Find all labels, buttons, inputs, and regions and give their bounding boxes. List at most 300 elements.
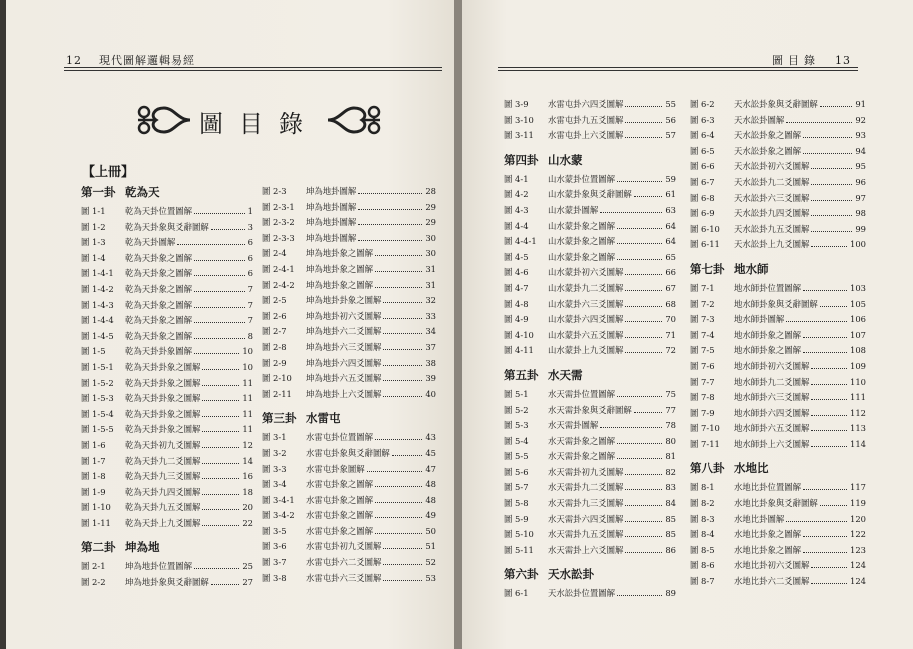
leader-dots (811, 446, 847, 447)
figure-title: 坤為地卦圖解 (306, 201, 357, 212)
page-ref: 40 (425, 388, 436, 399)
toc-entry[interactable] (262, 539, 436, 555)
toc-entry[interactable] (504, 234, 676, 250)
figure-title: 山水蒙卦九二爻圖解 (548, 282, 624, 293)
leader-dots (625, 306, 662, 307)
figure-title: 地水師卦上六爻圖解 (734, 438, 810, 449)
toc-entry[interactable] (81, 391, 253, 407)
page-ref: 119 (850, 498, 866, 509)
section-number: 第三卦 (262, 411, 297, 426)
toc-entry[interactable] (262, 246, 436, 262)
figure-title: 水地比卦位置圖解 (734, 482, 801, 493)
figure-number: 圖 6-8 (690, 192, 715, 203)
page-ref: 28 (425, 186, 436, 196)
figure-number: 圖 4-4-1 (504, 236, 537, 247)
figure-title: 坤為地卦位置圖解 (125, 561, 192, 572)
toc-entry[interactable] (504, 297, 676, 313)
page-ref: 43 (425, 432, 436, 443)
leader-dots (202, 400, 239, 401)
figure-number: 圖 1-4 (81, 252, 106, 263)
toc-entry[interactable] (81, 204, 253, 220)
figure-title: 乾為天卦卦象之圖解 (125, 377, 201, 388)
figure-number: 圖 7-8 (690, 392, 715, 403)
leader-dots (202, 463, 239, 464)
leader-dots (617, 181, 662, 182)
figure-number: 圖 6-9 (690, 208, 715, 219)
toc-entry[interactable] (504, 343, 676, 359)
toc-entry[interactable] (690, 297, 866, 313)
leader-dots (811, 384, 847, 385)
toc-entry[interactable] (262, 356, 436, 372)
leader-dots (392, 455, 422, 456)
figure-number: 圖 3-3 (262, 463, 287, 474)
leader-dots (194, 338, 245, 339)
header-rule (64, 67, 442, 68)
toc-entry[interactable] (690, 144, 866, 160)
page-ref: 86 (665, 544, 676, 555)
toc-entry[interactable] (262, 309, 436, 325)
toc-entry[interactable] (690, 328, 866, 344)
figure-number: 圖 7-9 (690, 407, 715, 418)
page-ref: 61 (665, 189, 676, 200)
figure-number: 圖 3-4-2 (262, 510, 295, 521)
header-rule-thin-right (498, 70, 858, 71)
toc-entry[interactable] (504, 113, 676, 129)
figure-title: 山水蒙卦六三爻圖解 (548, 298, 624, 309)
leader-dots (383, 548, 422, 549)
toc-section-heading (690, 460, 866, 480)
figure-number: 圖 6-5 (690, 145, 715, 156)
figure-number: 圖 1-10 (81, 502, 111, 513)
leader-dots (625, 521, 662, 522)
figure-number: 圖 2-1 (81, 561, 106, 572)
figure-title: 地水師卦初六爻圖解 (734, 360, 810, 371)
toc-entry[interactable] (262, 262, 436, 278)
toc-section-heading (690, 261, 866, 281)
page-ref: 7 (247, 315, 253, 326)
figure-title: 水天需卦圖解 (548, 420, 599, 431)
page-ref: 103 (850, 282, 866, 293)
toc-entry[interactable] (690, 421, 866, 437)
toc-entry[interactable] (690, 375, 866, 391)
figure-number: 圖 8-4 (690, 529, 715, 540)
figure-title: 水天需卦九三爻圖解 (548, 498, 624, 509)
figure-title: 坤為地卦卦象之圖解 (306, 295, 382, 306)
page-ref: 27 (242, 577, 253, 588)
toc-entry[interactable] (262, 231, 436, 247)
page-title: 圖目錄 (199, 110, 319, 138)
figure-title: 乾為天卦象之圖解 (125, 299, 192, 310)
toc-section-heading (81, 539, 253, 559)
leader-dots (194, 213, 245, 214)
figure-number: 圖 4-7 (504, 282, 529, 293)
page-ref: 52 (425, 557, 436, 568)
toc-entry[interactable] (262, 324, 436, 340)
toc-entry[interactable] (504, 512, 676, 528)
figure-number: 圖 1-3 (81, 237, 106, 248)
toc-entry[interactable] (504, 187, 676, 203)
toc-entry[interactable] (504, 219, 676, 235)
page-ref: 7 (247, 283, 253, 294)
page-ref: 99 (855, 223, 866, 234)
toc-entry[interactable] (690, 406, 866, 422)
figure-title: 山水蒙卦象之圖解 (548, 251, 615, 262)
figure-number: 圖 6-6 (690, 161, 715, 172)
figure-title: 乾為天卦卦象圖解 (125, 346, 192, 357)
figure-title: 天水訟卦九五爻圖解 (734, 223, 810, 234)
page-ref: 22 (242, 517, 253, 528)
toc-entry[interactable] (262, 571, 436, 587)
toc-entry[interactable] (690, 281, 866, 297)
figure-number: 圖 3-7 (262, 557, 287, 568)
figure-number: 圖 7-3 (690, 314, 715, 325)
toc-entry[interactable] (81, 282, 253, 298)
section-number: 第六卦 (504, 567, 539, 582)
leader-dots (803, 153, 852, 154)
toc-entry[interactable] (262, 215, 436, 231)
figure-number: 圖 5-5 (504, 451, 529, 462)
toc-entry[interactable] (690, 222, 866, 238)
toc-entry[interactable] (504, 97, 676, 113)
toc-entry[interactable] (504, 250, 676, 266)
page-ref: 31 (425, 279, 436, 290)
figure-number: 圖 2-8 (262, 341, 287, 352)
section-name: 水天需 (548, 367, 583, 382)
toc-entry[interactable] (504, 128, 676, 144)
leader-dots (625, 137, 662, 138)
figure-title: 天水訟卦象之圖解 (734, 130, 801, 141)
page-ref: 63 (665, 204, 676, 215)
page-ref: 107 (850, 329, 866, 340)
page-ref: 97 (855, 192, 866, 203)
page-ref: 30 (425, 248, 436, 259)
page-ref: 92 (855, 114, 866, 125)
leader-dots (375, 287, 422, 288)
toc-entry[interactable] (504, 480, 676, 496)
page-ref: 109 (850, 360, 866, 371)
figure-title: 乾為天卦上九爻圖解 (125, 517, 201, 528)
leader-dots (358, 240, 422, 241)
page-ref: 48 (425, 479, 436, 490)
header-rule-thin (64, 70, 442, 71)
page-ref: 25 (242, 561, 253, 572)
leader-dots (625, 505, 662, 506)
toc-entry[interactable] (262, 278, 436, 294)
figure-title: 天水訟卦上九爻圖解 (734, 239, 810, 250)
toc-entry[interactable] (690, 237, 866, 253)
figure-title: 坤為地卦圖解 (306, 217, 357, 228)
page-ref: 64 (665, 220, 676, 231)
toc-entry[interactable] (81, 454, 253, 470)
toc-entry[interactable] (504, 543, 676, 559)
toc-entry[interactable] (81, 438, 253, 454)
toc-entry[interactable] (81, 329, 253, 345)
leader-dots (811, 231, 852, 232)
toc-column-1 (81, 184, 253, 591)
toc-entry[interactable] (262, 340, 436, 356)
figure-title: 乾為天卦位置圖解 (125, 206, 192, 216)
page-ref: 7 (247, 299, 253, 310)
figure-number: 圖 8-6 (690, 560, 715, 571)
figure-title: 水地比卦圖解 (734, 513, 785, 524)
toc-entry[interactable] (81, 376, 253, 392)
figure-title: 天水訟卦位置圖解 (548, 588, 615, 599)
page-ref: 53 (425, 572, 436, 583)
figure-number: 圖 6-7 (690, 176, 715, 187)
page-ref: 95 (855, 161, 866, 172)
toc-entry[interactable] (262, 524, 436, 540)
figure-number: 圖 1-5-2 (81, 377, 114, 388)
figure-number: 圖 3-1 (262, 432, 287, 443)
toc-entry[interactable] (262, 555, 436, 571)
page-ref: 29 (425, 201, 436, 212)
leader-dots (625, 274, 662, 275)
toc-entry[interactable] (690, 343, 866, 359)
toc-entry[interactable] (504, 328, 676, 344)
toc-entry[interactable] (504, 586, 676, 602)
leader-dots (786, 321, 847, 322)
page-ref: 55 (665, 99, 676, 109)
toc-entry[interactable] (690, 558, 866, 574)
leader-dots (367, 471, 422, 472)
figure-title: 水天需卦象之圖解 (548, 451, 615, 462)
leader-dots (811, 430, 847, 431)
section-number: 第四卦 (504, 152, 539, 167)
figure-title: 水天需卦象與爻辭圖解 (548, 404, 632, 415)
figure-number: 圖 8-5 (690, 544, 715, 555)
page-ref: 124 (850, 560, 866, 571)
page-ref: 10 (242, 361, 253, 372)
toc-entry[interactable] (81, 500, 253, 516)
toc-entry[interactable] (504, 172, 676, 188)
page-ref: 122 (850, 529, 866, 540)
toc-entry[interactable] (262, 462, 436, 478)
toc-entry[interactable] (81, 469, 253, 485)
page-ref: 96 (855, 176, 866, 187)
figure-title: 乾為天卦九四爻圖解 (125, 486, 201, 497)
toc-entry[interactable] (81, 344, 253, 360)
page-ref: 77 (665, 404, 676, 415)
toc-entry[interactable] (504, 403, 676, 419)
page-ref: 12 (242, 439, 253, 450)
figure-title: 山水蒙卦圖解 (548, 204, 599, 215)
page-ref: 84 (665, 498, 676, 509)
toc-entry[interactable] (690, 543, 866, 559)
page-ref: 72 (665, 345, 676, 356)
toc-entry[interactable] (262, 371, 436, 387)
section-number: 第七卦 (690, 261, 725, 276)
figure-title: 水天需卦初九爻圖解 (548, 466, 624, 477)
toc-entry[interactable] (81, 575, 253, 591)
page-ref: 56 (665, 114, 676, 125)
leader-dots (811, 200, 852, 201)
toc-entry[interactable] (690, 191, 866, 207)
toc-entry[interactable] (690, 128, 866, 144)
section-name: 天水訟卦 (548, 567, 594, 582)
figure-title: 坤為地卦初六爻圖解 (306, 310, 382, 321)
leader-dots (634, 196, 662, 197)
page-ref: 100 (850, 239, 866, 250)
toc-section-heading (262, 410, 436, 430)
toc-entry[interactable] (690, 97, 866, 113)
figure-title: 地水師卦象之圖解 (734, 329, 801, 340)
figure-title: 地水師卦象與爻辭圖解 (734, 298, 818, 309)
toc-entry[interactable] (504, 203, 676, 219)
toc-entry[interactable] (81, 220, 253, 236)
toc-entry[interactable] (690, 113, 866, 129)
toc-entry[interactable] (262, 508, 436, 524)
page-ref: 89 (665, 588, 676, 599)
page-ref: 78 (665, 420, 676, 431)
figure-title: 水雷屯卦六三爻圖解 (306, 572, 382, 583)
toc-entry[interactable] (81, 407, 253, 423)
toc-entry[interactable] (504, 434, 676, 450)
toc-entry[interactable] (81, 422, 253, 438)
leader-dots (625, 122, 662, 123)
toc-entry[interactable] (690, 159, 866, 175)
leader-dots (383, 333, 422, 334)
leader-dots (811, 583, 847, 584)
leader-dots (811, 215, 852, 216)
toc-entry[interactable] (262, 430, 436, 446)
toc-entry[interactable] (81, 313, 253, 329)
figure-title: 乾為天卦象之圖解 (125, 252, 192, 263)
toc-entry[interactable] (81, 251, 253, 267)
page-ref: 98 (855, 208, 866, 219)
page-ref: 59 (665, 173, 676, 184)
figure-number: 圖 4-2 (504, 189, 529, 200)
leader-dots (177, 244, 245, 245)
toc-entry[interactable] (504, 312, 676, 328)
toc-entry[interactable] (504, 449, 676, 465)
toc-entry[interactable] (690, 480, 866, 496)
figure-title: 地水師卦六三爻圖解 (734, 392, 810, 403)
figure-number: 圖 1-1 (81, 206, 106, 216)
figure-number: 圖 7-10 (690, 423, 720, 434)
left-running-head (66, 52, 195, 68)
toc-entry[interactable] (504, 281, 676, 297)
right-page-number: 13 (835, 54, 851, 67)
page-ref: 11 (242, 424, 253, 435)
toc-entry[interactable] (690, 359, 866, 375)
toc-entry[interactable] (690, 512, 866, 528)
leader-dots (803, 290, 847, 291)
page-ref: 113 (850, 423, 866, 434)
toc-section-heading (504, 367, 676, 387)
figure-title: 水雷屯卦象之圖解 (306, 479, 373, 490)
figure-number: 圖 6-10 (690, 223, 720, 234)
page-ref: 71 (665, 329, 676, 340)
toc-entry[interactable] (690, 390, 866, 406)
leader-dots (375, 533, 422, 534)
figure-number: 圖 3-2 (262, 447, 287, 458)
toc-entry[interactable] (81, 516, 253, 532)
page-ref: 123 (850, 544, 866, 555)
figure-title: 地水師卦六五爻圖解 (734, 423, 810, 434)
leader-dots (811, 399, 847, 400)
toc-entry[interactable] (504, 418, 676, 434)
figure-number: 圖 1-9 (81, 486, 106, 497)
figure-title: 坤為地卦六五爻圖解 (306, 373, 382, 384)
toc-entry[interactable] (262, 493, 436, 509)
figure-number: 圖 1-11 (81, 517, 111, 528)
toc-entry[interactable] (690, 175, 866, 191)
toc-entry[interactable] (504, 265, 676, 281)
toc-entry[interactable] (262, 477, 436, 493)
figure-number: 圖 5-2 (504, 404, 529, 415)
figure-number: 圖 2-7 (262, 326, 287, 337)
figure-number: 圖 2-2 (81, 577, 106, 588)
leader-dots (811, 184, 852, 185)
figure-title: 乾為天卦象與爻辭圖解 (125, 221, 209, 232)
figure-title: 乾為天卦卦象之圖解 (125, 408, 201, 419)
toc-entry[interactable] (262, 184, 436, 200)
page-ref: 30 (425, 232, 436, 243)
leader-dots (617, 595, 662, 596)
figure-number: 圖 1-5-5 (81, 424, 114, 435)
toc-entry[interactable] (690, 206, 866, 222)
leader-dots (383, 580, 422, 581)
page-ref: 6 (247, 237, 253, 248)
figure-number: 圖 1-4-2 (81, 283, 114, 294)
toc-entry[interactable] (81, 360, 253, 376)
toc-entry[interactable] (690, 312, 866, 328)
figure-number: 圖 7-5 (690, 345, 715, 356)
toc-entry[interactable] (690, 574, 866, 590)
toc-entry[interactable] (504, 496, 676, 512)
figure-number: 圖 3-5 (262, 525, 287, 536)
toc-entry[interactable] (504, 527, 676, 543)
toc-entry[interactable] (504, 387, 676, 403)
figure-number: 圖 2-6 (262, 310, 287, 321)
toc-entry[interactable] (81, 485, 253, 501)
toc-entry[interactable] (81, 235, 253, 251)
figure-number: 圖 2-3-2 (262, 217, 295, 228)
left-page (6, 0, 454, 649)
figure-number: 圖 4-3 (504, 204, 529, 215)
toc-entry[interactable] (81, 298, 253, 314)
leader-dots (194, 275, 245, 276)
toc-entry[interactable] (262, 293, 436, 309)
figure-title: 水天需卦九二爻圖解 (548, 482, 624, 493)
leader-dots (811, 246, 847, 247)
figure-number: 圖 3-4 (262, 479, 287, 490)
toc-entry[interactable] (690, 437, 866, 453)
leader-dots (202, 447, 239, 448)
figure-title: 坤為地卦六二爻圖解 (306, 326, 382, 337)
figure-title: 乾為天卦卦象之圖解 (125, 361, 201, 372)
figure-title: 天水訟卦象之圖解 (734, 145, 801, 156)
leader-dots (383, 349, 422, 350)
figure-title: 水地比卦六二爻圖解 (734, 576, 810, 587)
toc-entry[interactable] (262, 387, 436, 403)
toc-entry[interactable] (690, 496, 866, 512)
page-ref: 45 (425, 447, 436, 458)
leader-dots (202, 416, 239, 417)
page-ref: 93 (855, 130, 866, 141)
leader-dots (375, 486, 422, 487)
toc-entry[interactable] (504, 465, 676, 481)
section-title: 圖目錄 (772, 54, 820, 67)
figure-title: 坤為地卦上六爻圖解 (306, 388, 382, 399)
toc-entry[interactable] (262, 200, 436, 216)
toc-entry[interactable] (262, 446, 436, 462)
toc-entry[interactable] (81, 266, 253, 282)
figure-number: 圖 2-4-1 (262, 263, 295, 274)
figure-number: 圖 1-4-5 (81, 330, 114, 341)
toc-entry[interactable] (690, 527, 866, 543)
toc-entry[interactable] (81, 559, 253, 575)
